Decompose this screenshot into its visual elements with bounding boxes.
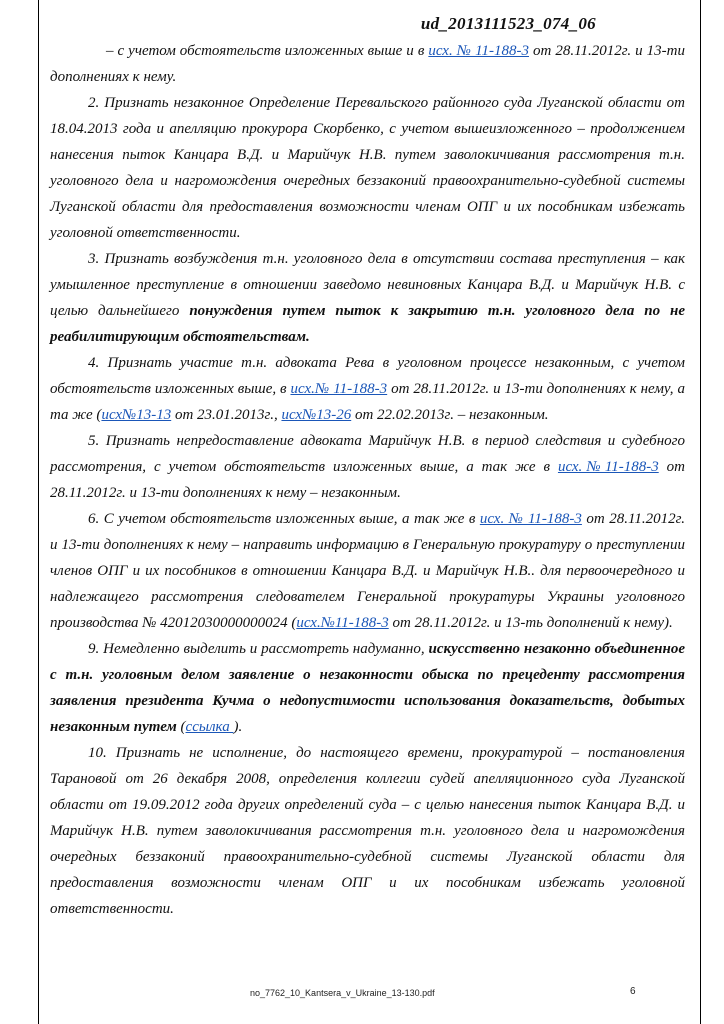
document-body xyxy=(50,38,685,922)
paragraph-text: от 28.11.2012г. и 13-ти дополнениях к нему, а та же ( xyxy=(50,381,685,423)
paragraph-text: от 28.11.2012г. и 13-ть дополнений к нему). xyxy=(388,615,673,631)
paragraph-5 xyxy=(50,428,685,506)
reference-link[interactable]: исх. № 11-188-3 xyxy=(479,511,582,527)
reference-link[interactable]: ссылка xyxy=(185,719,234,735)
paragraph-text: 4. Признать участие т.н. адвоката Рева в уголовном процессе незаконным, с учетом обстоятельств изложенных выше, в xyxy=(50,355,685,397)
paragraph-continuation xyxy=(50,38,685,90)
page-right-border xyxy=(700,0,701,1024)
document-id-header: ud_2013111523_074_06 xyxy=(420,14,596,33)
reference-link[interactable]: исх.№11-188-3 xyxy=(557,459,659,475)
paragraph-text: 9. Немедленно выделить и рассмотреть надуманно, xyxy=(88,641,429,657)
paragraph-2: 2. Признать незаконное Определение Перевальского районного суда Луганской области от 18.04.2013 года и апелляцию прокурора Скорбенко, с учетом вышеизложенного – продолжением нанесения пыток Канцара В.Д. и Марийчук Н.В. путем заволокичивания рассмотрения т.н. уголовного дела и нагромождения очередных беззаконий правоохранительно-судебной системы Луганской области для предоставления возможности членам ОПГ и их пособникам избежать уголовной ответственности. xyxy=(50,95,685,241)
reference-link[interactable]: исх№13-26 xyxy=(281,407,352,423)
page-left-border xyxy=(38,0,39,1024)
paragraph-text: 5. Признать непредоставление адвоката Марийчук Н.В. в период следствия и судебного рассмотрения, с учетом обстоятельств изложенных выше, а так же в xyxy=(50,433,685,475)
reference-link[interactable]: исх.№11-188-3 xyxy=(296,615,389,631)
paragraph-text: от 22.02.2013г. – незаконным. xyxy=(351,407,549,423)
reference-link[interactable]: исх№13-13 xyxy=(101,407,172,423)
footer-file-name: no_7762_10_Kantsera_v_Ukraine_13-130.pdf xyxy=(250,988,435,998)
paragraph-text: ( xyxy=(176,719,186,735)
paragraph-4 xyxy=(50,350,685,428)
paragraph-text: от 28.11.2012г. и 13-ти дополнениях к нему – направить информацию в Генеральную прокуратуру о преступлении членов ОПГ и их пособников в отношении Канцара В.Д. и Марийчук Н.В.. для первоочередного и надлежащего рассмотрения следователем Генеральной прокуратуры Украины уголовного производства № 42012030000000024 ( xyxy=(50,511,686,631)
paragraph-6 xyxy=(50,506,685,636)
reference-link[interactable]: исх. № 11-188-3 xyxy=(428,43,530,59)
paragraph-text: ). xyxy=(233,719,243,735)
paragraph-text: 3. Признать возбуждения т.н. уголовного дела в отсутствии состава преступления – как умышленное преступление в отношении заведомо невиновных Канцара В.Д. и Марийчук Н.В. с целью дальнейшего xyxy=(50,251,685,319)
reference-link[interactable]: исх.№ 11-188-3 xyxy=(290,381,388,397)
paragraph-text: от 28.11.2012г. и 13-ти дополнениях к нему – незаконным. xyxy=(50,459,685,501)
paragraph-9 xyxy=(50,636,685,740)
paragraph-bold-text: искусственно незаконно объединенное с т.н. уголовным делом заявление о незаконности обыска по прецеденту рассмотрения заявления президента Кучма о недопустимости использования доказательств, добытых незаконным путем xyxy=(50,641,685,735)
paragraph-text: 6. С учетом обстоятельств изложенных выше, а так же в xyxy=(88,511,480,527)
paragraph-bold-text: понуждения путем пыток к закрытию т.н. уголовного дела по не реабилитирующим обстоятельствам. xyxy=(50,303,685,345)
paragraph-text: от 28.11.2012г. и 13-ти дополнениях к нему. xyxy=(50,43,686,85)
paragraph-text: – с учетом обстоятельств изложенных выше и в xyxy=(106,43,429,59)
footer-page-number: 6 xyxy=(630,986,636,997)
paragraph-10: 10. Признать не исполнение, до настоящего времени, прокуратурой – постановления Тарановой от 26 декабря 2008, определения коллегии судей апелляционного суда Луганской области от 19.09.2012 года других определений суда – с целью нанесения пыток Канцара В.Д. и Марийчук Н.В. путем заволокичивания рассмотрения т.н. уголовного дела и нагромождения очередных беззаконий правоохранительно-судебной системы Луганской области для предоставления возможности членам ОПГ и их пособникам избежать уголовной ответственности. xyxy=(50,745,685,917)
paragraph-text: от 23.01.2013г., xyxy=(171,407,282,423)
paragraph-3 xyxy=(50,246,685,350)
